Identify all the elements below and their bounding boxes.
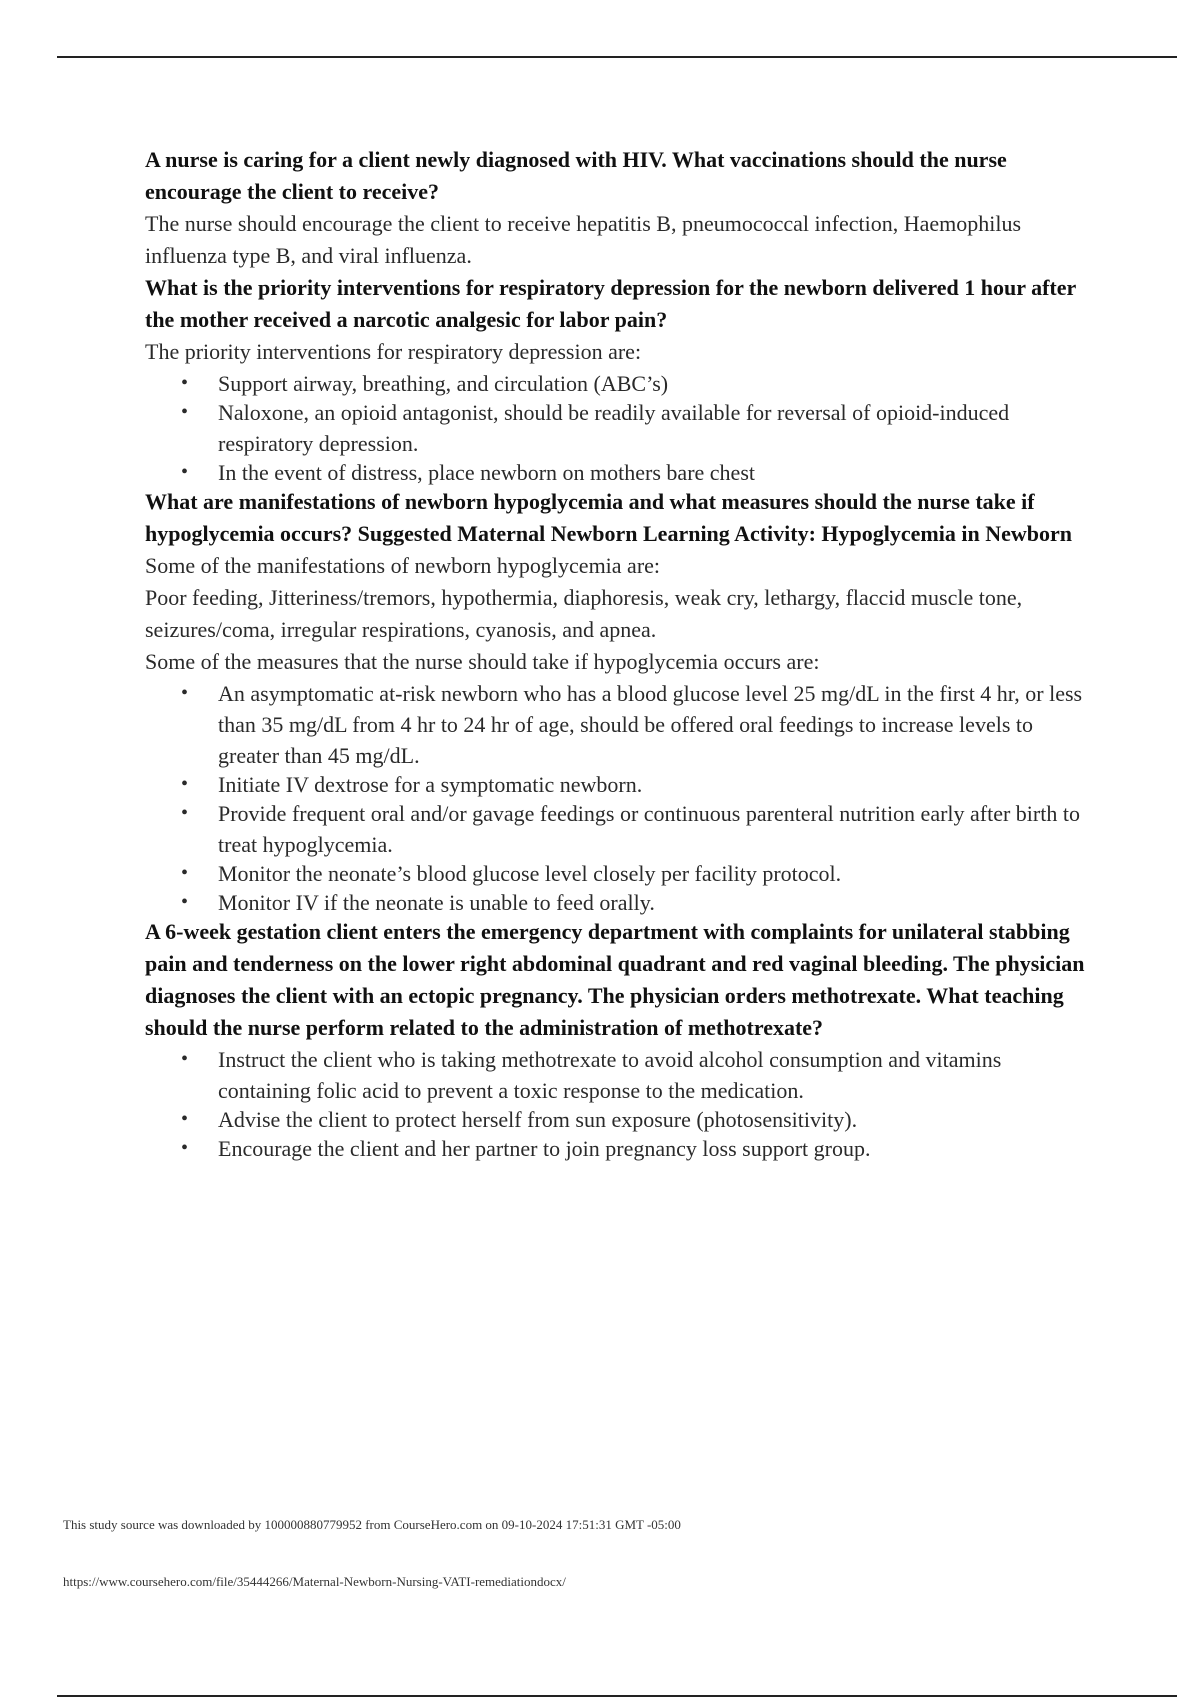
list-item	[181, 858, 1095, 889]
list-item	[181, 1104, 1095, 1135]
list-item-text: An asymptomatic at-risk newborn who has a blood glucose level 25 mg/dL in the first 4 hr, or less than 35 mg/dL from 4 hr to 24 hr of age, should be offered oral feedings to increase levels to greater than 45 mg/dL.	[218, 681, 1083, 768]
list-item	[181, 1044, 1095, 1106]
list-item-text: Monitor the neonate’s blood glucose level closely per facility protocol.	[218, 861, 842, 886]
document-body	[145, 144, 1095, 1162]
bullet-icon: •	[181, 372, 189, 394]
source-url[interactable]: https://www.coursehero.com/file/35444266/Maternal-Newborn-Nursing-VATI-remediationdocx/	[63, 1574, 566, 1589]
bullet-icon: •	[181, 802, 189, 824]
list-item-text: Monitor IV if the neonate is unable to feed orally.	[218, 890, 655, 915]
bullet-icon: •	[181, 1137, 189, 1159]
bullet-icon: •	[181, 862, 189, 884]
list-item-text: Support airway, breathing, and circulation (ABC’s)	[218, 371, 669, 396]
bullet-icon: •	[181, 891, 189, 913]
list-item	[181, 368, 1095, 399]
hypoglycemia-measures-intro: Some of the measures that the nurse should take if hypoglycemia occurs are:	[145, 649, 820, 674]
respiratory-list	[145, 368, 1095, 488]
respiratory-question: What is the priority interventions for respiratory depression for the newborn delivered 1 hour after the mother received a narcotic analgesic for labor pain?	[145, 275, 1076, 332]
hypoglycemia-list	[145, 678, 1095, 918]
hypoglycemia-manifestations: Poor feeding, Jitteriness/tremors, hypothermia, diaphoresis, weak cry, lethargy, flaccid muscle tone, seizures/coma, irregular respirations, cyanosis, and apnea.	[145, 585, 1023, 642]
list-item-text: Initiate IV dextrose for a symptomatic newborn.	[218, 772, 643, 797]
bullet-icon: •	[181, 1108, 189, 1130]
bullet-icon: •	[181, 773, 189, 795]
bullet-icon: •	[181, 1048, 189, 1070]
respiratory-intro: The priority interventions for respiratory depression are:	[145, 339, 642, 364]
ectopic-list	[145, 1044, 1095, 1164]
list-item-text: Instruct the client who is taking methotrexate to avoid alcohol consumption and vitamins containing folic acid to prevent a toxic response to the medication.	[218, 1047, 1002, 1103]
download-notice: This study source was downloaded by 100000880779952 from CourseHero.com on 09-10-2024 17:51:31 GMT -05:00	[63, 1517, 681, 1532]
bullet-icon: •	[181, 401, 189, 423]
hiv-question: A nurse is caring for a client newly diagnosed with HIV. What vaccinations should the nurse encourage the client to receive?	[145, 147, 1007, 204]
list-item	[181, 457, 1095, 488]
list-item-text: Advise the client to protect herself from sun exposure (photosensitivity).	[218, 1107, 858, 1132]
bottom-rule	[57, 1695, 1177, 1697]
ectopic-question: A 6-week gestation client enters the emergency department with complaints for unilateral stabbing pain and tenderness on the lower right abdominal quadrant and red vaginal bleeding. The physician diagnoses the client with an ectopic pregnancy. The physician orders methotrexate. What teaching should the nurse perform related to the administration of methotrexate?	[145, 919, 1085, 1040]
hiv-answer: The nurse should encourage the client to receive hepatitis B, pneumococcal infection, Haemophilus influenza type B, and viral influenza.	[145, 211, 1022, 268]
list-item	[181, 678, 1095, 771]
list-item-text: Provide frequent oral and/or gavage feedings or continuous parenteral nutrition early after birth to treat hypoglycemia.	[218, 801, 1080, 857]
hypoglycemia-question: What are manifestations of newborn hypoglycemia and what measures should the nurse take if hypoglycemia occurs? Suggested Maternal Newborn Learning Activity: Hypoglycemia in Newborn	[145, 489, 1072, 546]
list-item-text: In the event of distress, place newborn on mothers bare chest	[218, 460, 755, 485]
hypoglycemia-intro: Some of the manifestations of newborn hypoglycemia are:	[145, 553, 661, 578]
list-item	[181, 769, 1095, 800]
list-item	[181, 887, 1095, 918]
top-rule	[57, 56, 1177, 58]
list-item-text: Encourage the client and her partner to join pregnancy loss support group.	[218, 1136, 871, 1161]
list-item	[181, 798, 1095, 860]
list-item	[181, 397, 1095, 459]
bullet-icon: •	[181, 461, 189, 483]
list-item-text: Naloxone, an opioid antagonist, should be readily available for reversal of opioid-induced respiratory depression.	[218, 400, 1010, 456]
bullet-icon: •	[181, 682, 189, 704]
list-item	[181, 1133, 1095, 1164]
